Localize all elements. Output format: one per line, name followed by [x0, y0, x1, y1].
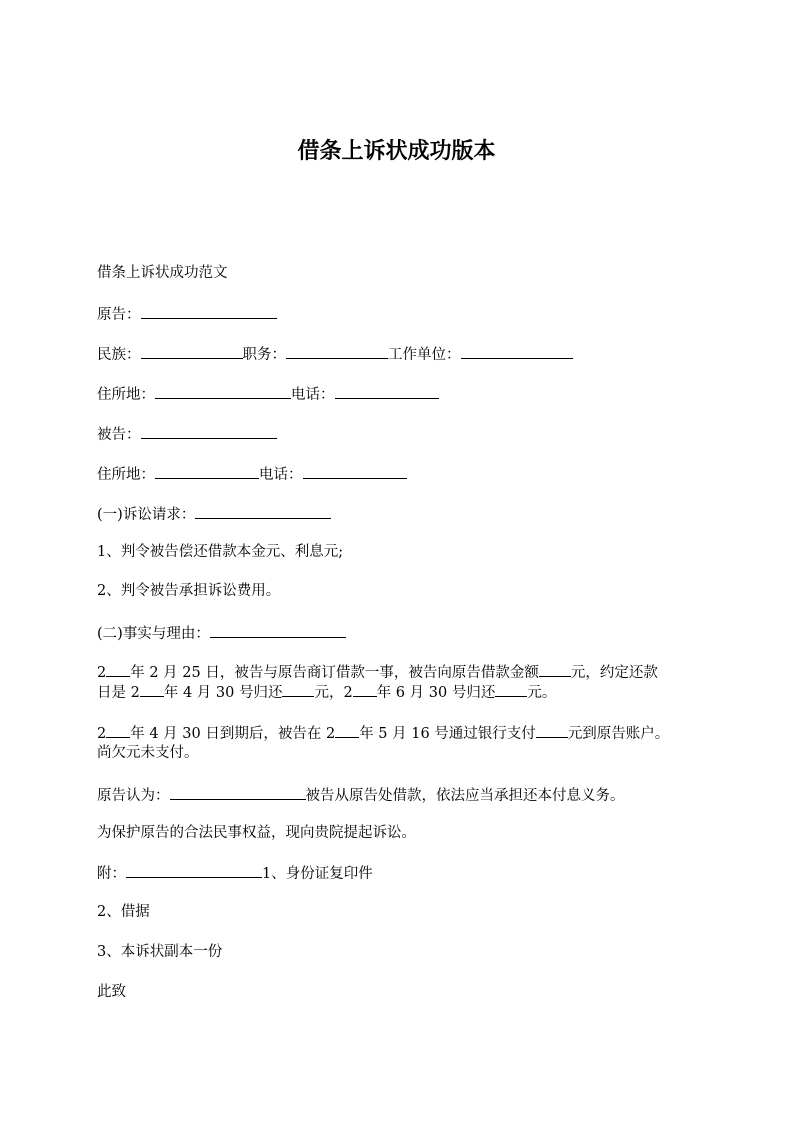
facts-line: [97, 621, 707, 645]
amount-blank: [536, 721, 568, 738]
defendant-address-line: [97, 462, 707, 486]
amount-blank: [495, 680, 527, 697]
plaintiff-details-line: [97, 342, 707, 366]
attachment-1: 1、身份证复印件: [262, 866, 373, 882]
facts-text: 年 2 月 25 日，被告与原告商订借款一事，被告向原告借款金额: [130, 665, 539, 681]
document-title: 借条上诉状成功版本: [297, 139, 496, 164]
claim-1: 1、判令被告偿还借款本金元、利息元;: [97, 544, 344, 560]
defendant-phone-blank: [303, 462, 407, 479]
plaintiff-phone-blank: [335, 382, 439, 399]
claims-blank: [195, 502, 331, 519]
defendant-address-blank: [155, 462, 259, 479]
defendant-line: [97, 422, 707, 446]
year-blank: [140, 680, 164, 697]
attachment-2: 2、借据: [97, 904, 150, 920]
plaintiff-line: [97, 302, 707, 326]
plaintiff-address-blank: [155, 382, 291, 399]
facts-text: 年 6 月 30 号归还: [376, 685, 496, 701]
year-blank: [335, 721, 359, 738]
ethnicity-blank: [141, 342, 243, 359]
protect-rights-text: 为保护原告的合法民事权益，现向贵院提起诉讼。: [97, 825, 416, 841]
facts-label: (二)事实与理由：: [97, 626, 210, 642]
employer-blank: [461, 342, 573, 359]
defendant-phone-label: 电话：: [259, 467, 303, 483]
attachment-blank: [126, 861, 262, 878]
facts-text: 日是 2: [97, 685, 140, 701]
claim-2: 2、判令被告承担诉讼费用。: [97, 583, 281, 599]
ethnicity-label: 民族：: [97, 347, 141, 363]
opinion-blank: [170, 783, 306, 800]
attachment-line: [97, 861, 707, 885]
facts-text: 元。: [527, 685, 557, 701]
facts-text: 元，2: [314, 685, 353, 701]
defendant-label: 被告：: [97, 427, 141, 443]
opinion-text: 被告从原告处借款，依法应当承担还本付息义务。: [305, 788, 625, 804]
claims-line: [97, 502, 707, 526]
plaintiff-phone-label: 电话：: [291, 387, 335, 403]
closing-salutation: 此致: [97, 984, 126, 1000]
facts-blank: [210, 621, 346, 638]
plaintiff-address-label: 住所地：: [97, 387, 155, 403]
amount-blank: [282, 680, 314, 697]
attachment-label: 附：: [97, 866, 126, 882]
facts-text: 2: [97, 726, 107, 742]
opinion-label: 原告认为：: [97, 788, 170, 804]
facts-text: 年 4 月 30 号归还: [163, 685, 283, 701]
defendant-blank: [141, 422, 277, 439]
attachment-3: 3、本诉状副本一份: [97, 944, 223, 960]
plaintiff-blank: [141, 302, 277, 319]
facts-text: 年 4 月 30 日到期后，被告在 2: [130, 726, 336, 742]
facts-paragraph-2-line-2: 尚欠元未支付。: [97, 745, 199, 761]
year-blank: [106, 721, 130, 738]
facts-text: 年 5 月 16 号通过银行支付: [359, 726, 536, 742]
claims-label: (一)诉讼请求：: [97, 507, 196, 523]
facts-text: 元到原告账户。: [567, 726, 670, 742]
plaintiff-address-line: [97, 382, 707, 406]
plaintiff-label: 原告：: [97, 307, 141, 323]
facts-text: 2: [97, 665, 107, 681]
facts-text: 元，约定还款: [570, 665, 658, 681]
position-blank: [286, 342, 388, 359]
defendant-address-label: 住所地：: [97, 467, 155, 483]
year-blank: [353, 680, 377, 697]
position-label: 职务：: [242, 347, 286, 363]
document-heading: 借条上诉状成功范文: [97, 265, 228, 281]
employer-label: 工作单位：: [388, 347, 461, 363]
year-blank: [106, 660, 130, 677]
amount-blank: [539, 660, 571, 677]
opinion-line: [97, 783, 707, 807]
facts-paragraph-1-line-2: [97, 680, 707, 704]
